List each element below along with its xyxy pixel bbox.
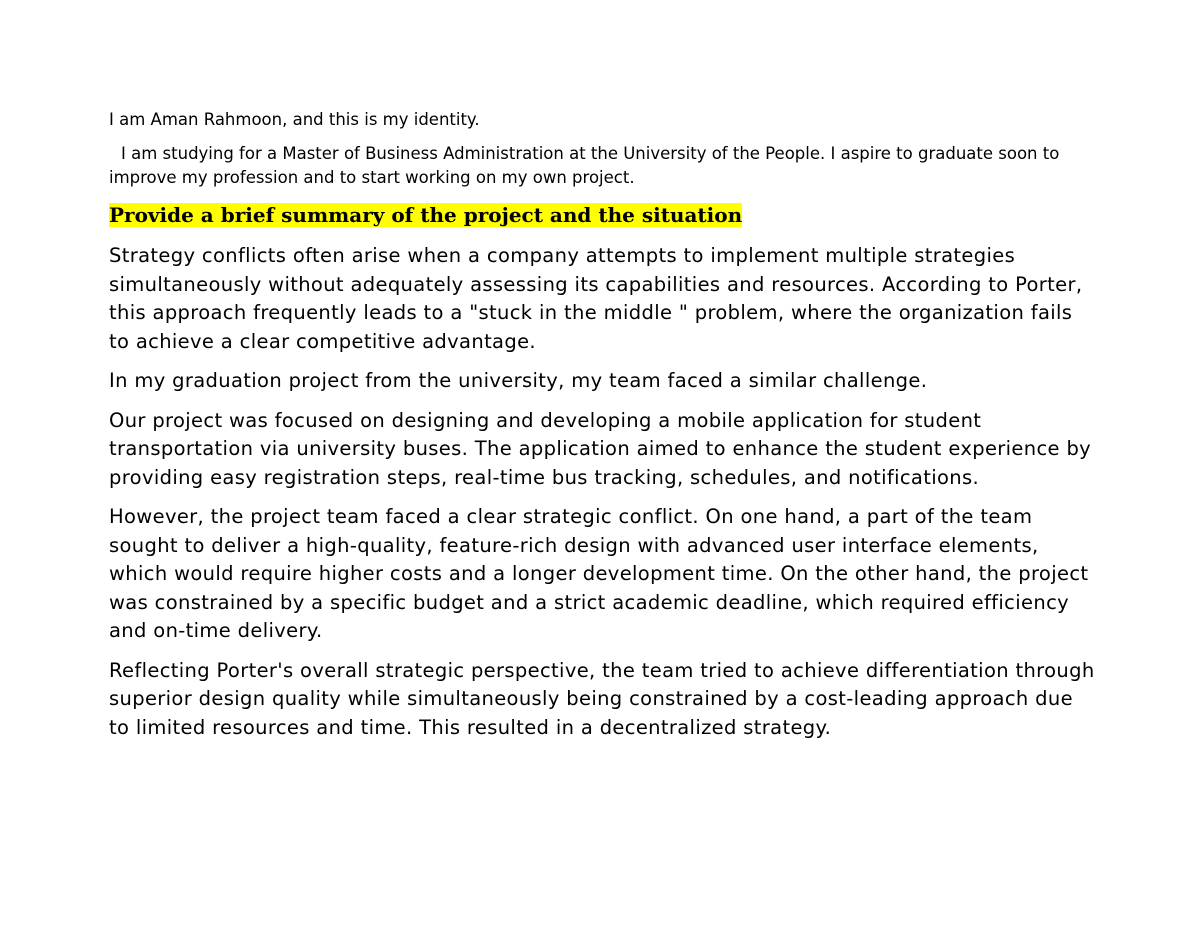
identity-line: I am Aman Rahmoon, and this is my identity. (109, 110, 480, 129)
paragraph-graduation-project: In my graduation project from the university, my team faced a similar challenge. (109, 369, 928, 392)
document-body (109, 108, 1099, 753)
paragraph-strategy-conflicts: Strategy conflicts often arise when a company attempts to implement multiple strategies simultaneously without adequately assessing its capabilities and resources. According to Porter, this approach frequently leads to a "stuck in the middle " problem, where the organization fails to achieve a clear competitive advantage. (109, 244, 1083, 353)
paragraph-strategic-conflict: However, the project team faced a clear strategic conflict. On one hand, a part of the team sought to deliver a high-quality, feature-rich design with advanced user interface elements, which would require higher costs and a longer development time. On the other hand, the project was constrained by a specific budget and a strict academic deadline, which required efficiency and on-time delivery. (109, 505, 1089, 642)
paragraph-porter-perspective: Reflecting Porter's overall strategic perspective, the team tried to achieve differentiation through superior design quality while simultaneously being constrained by a cost-leading approach due to limited resources and time. This resulted in a decentralized strategy. (109, 658, 1095, 739)
paragraph-project-focus: Our project was focused on designing and developing a mobile application for student transportation via university buses. The application aimed to enhance the student experience by providing easy registration steps, real-time bus tracking, schedules, and notifications. (109, 408, 1092, 489)
highlighted-heading-text: Provide a brief summary of the project and the situation (109, 203, 743, 227)
section-heading (109, 202, 1099, 228)
study-statement: I am studying for a Master of Business Administration at the University of the People. I aspire to graduate soon to improve my profession and to start working on my own project. (109, 144, 1060, 187)
